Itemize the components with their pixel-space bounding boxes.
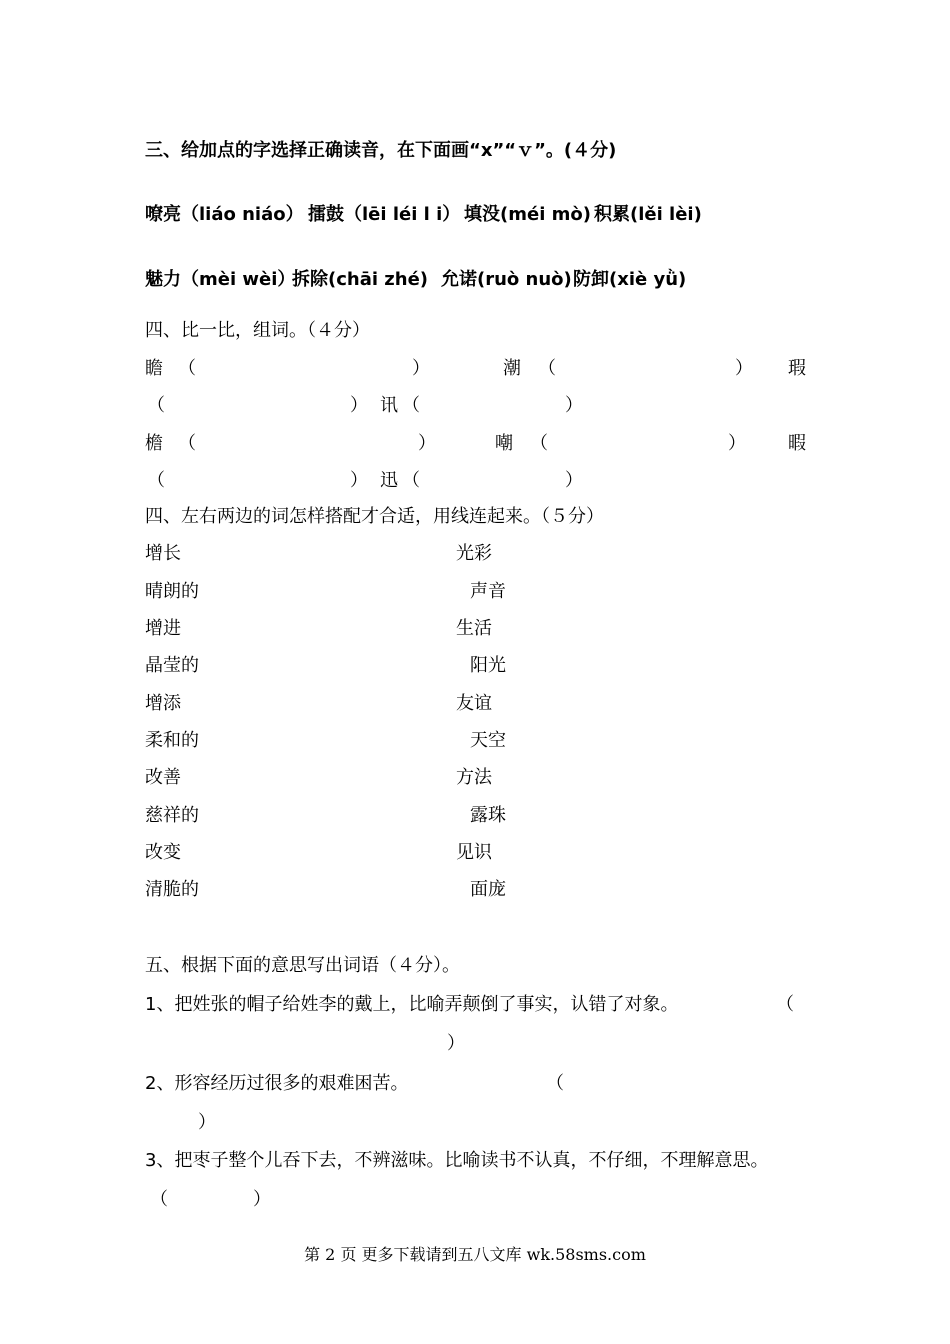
open-paren: （ [402, 395, 420, 416]
pinyin-item: 填没(méi mò) [464, 204, 591, 225]
open-paren: （ [530, 433, 548, 454]
match-left-word: 增进 [145, 618, 181, 639]
section4b-title: 四、左右两边的词怎样搭配才合适，用线连起来。（５分） [145, 506, 604, 527]
section3-title: 三、给加点的字选择正确读音，在下面画“x”“ｖ”。(４分) [145, 140, 617, 161]
match-left-word: 晴朗的 [145, 581, 199, 602]
match-left-word: 慈祥的 [145, 805, 199, 826]
char-item: 潮 [503, 358, 521, 379]
match-right-word: 方法 [456, 767, 492, 788]
pinyin-item: 擂鼓（lēi léi l i） [308, 204, 461, 225]
pinyin-item: 拆除(chāi zhé) [292, 269, 429, 290]
open-paren: （ [147, 395, 165, 416]
close-paren: ） [565, 470, 583, 491]
char-item: 讯 [380, 395, 398, 416]
char-item: 檐 [145, 433, 163, 454]
open-paren: （ [150, 1189, 168, 1210]
pinyin-item: 魅力（mèi wèi） [145, 269, 296, 290]
pinyin-item: 嘹亮（liáo niáo） [145, 204, 304, 225]
close-paren: ） [350, 395, 368, 416]
page-footer: 第 2 页 更多下载请到五八文库 wk.58sms.com [304, 1245, 646, 1264]
open-paren: （ [402, 470, 420, 491]
close-paren: ） [412, 358, 430, 379]
question-2: 2、形容经历过很多的艰难困苦。 [145, 1073, 409, 1094]
char-item: 嘲 [495, 433, 513, 454]
question-3: 3、把枣子整个儿吞下去，不辨滋味。比喻读书不认真，不仔细，不理解意思。 [145, 1150, 769, 1171]
pinyin-item: 积累(lěi lèi) [594, 204, 702, 225]
open-paren: （ [178, 433, 196, 454]
question-1: 1、把姓张的帽子给姓李的戴上，比喻弄颠倒了事实，认错了对象。 [145, 994, 679, 1015]
char-item: 瞻 [145, 358, 163, 379]
section4a-title: 四、比一比，组词。（４分） [145, 320, 370, 341]
match-right-word: 面庞 [470, 879, 506, 900]
match-right-word: 友谊 [456, 693, 492, 714]
close-paren: ） [728, 433, 746, 454]
section5-title: 五、根据下面的意思写出词语（４分）。 [145, 955, 460, 976]
match-right-word: 天空 [470, 730, 506, 751]
char-item: 迅 [380, 470, 398, 491]
match-left-word: 改变 [145, 842, 181, 863]
match-right-word: 见识 [456, 842, 492, 863]
match-left-word: 改善 [145, 767, 181, 788]
open-paren: （ [776, 994, 794, 1015]
match-left-word: 清脆的 [145, 879, 199, 900]
char-item: 瑕 [788, 358, 806, 379]
match-left-word: 柔和的 [145, 730, 199, 751]
pinyin-item: 防卸(xiè yǜ) [573, 269, 687, 290]
close-paren: ） [253, 1189, 271, 1210]
close-paren: ） [350, 470, 368, 491]
match-right-word: 生活 [456, 618, 492, 639]
open-paren: （ [147, 470, 165, 491]
open-paren: （ [178, 358, 196, 379]
close-paren: ） [198, 1112, 216, 1133]
match-right-word: 声音 [470, 581, 506, 602]
pinyin-item: 允诺(ruò nuò) [441, 269, 572, 290]
close-paren: ） [565, 395, 583, 416]
close-paren: ） [418, 433, 436, 454]
match-right-word: 露珠 [470, 805, 506, 826]
open-paren: （ [546, 1073, 564, 1094]
match-left-word: 增添 [145, 693, 181, 714]
char-item: 暇 [788, 433, 806, 454]
close-paren: ） [735, 358, 753, 379]
close-paren: ） [447, 1033, 465, 1054]
match-left-word: 增长 [145, 543, 181, 564]
match-right-word: 阳光 [470, 655, 506, 676]
match-right-word: 光彩 [456, 543, 492, 564]
open-paren: （ [538, 358, 556, 379]
match-left-word: 晶莹的 [145, 655, 199, 676]
